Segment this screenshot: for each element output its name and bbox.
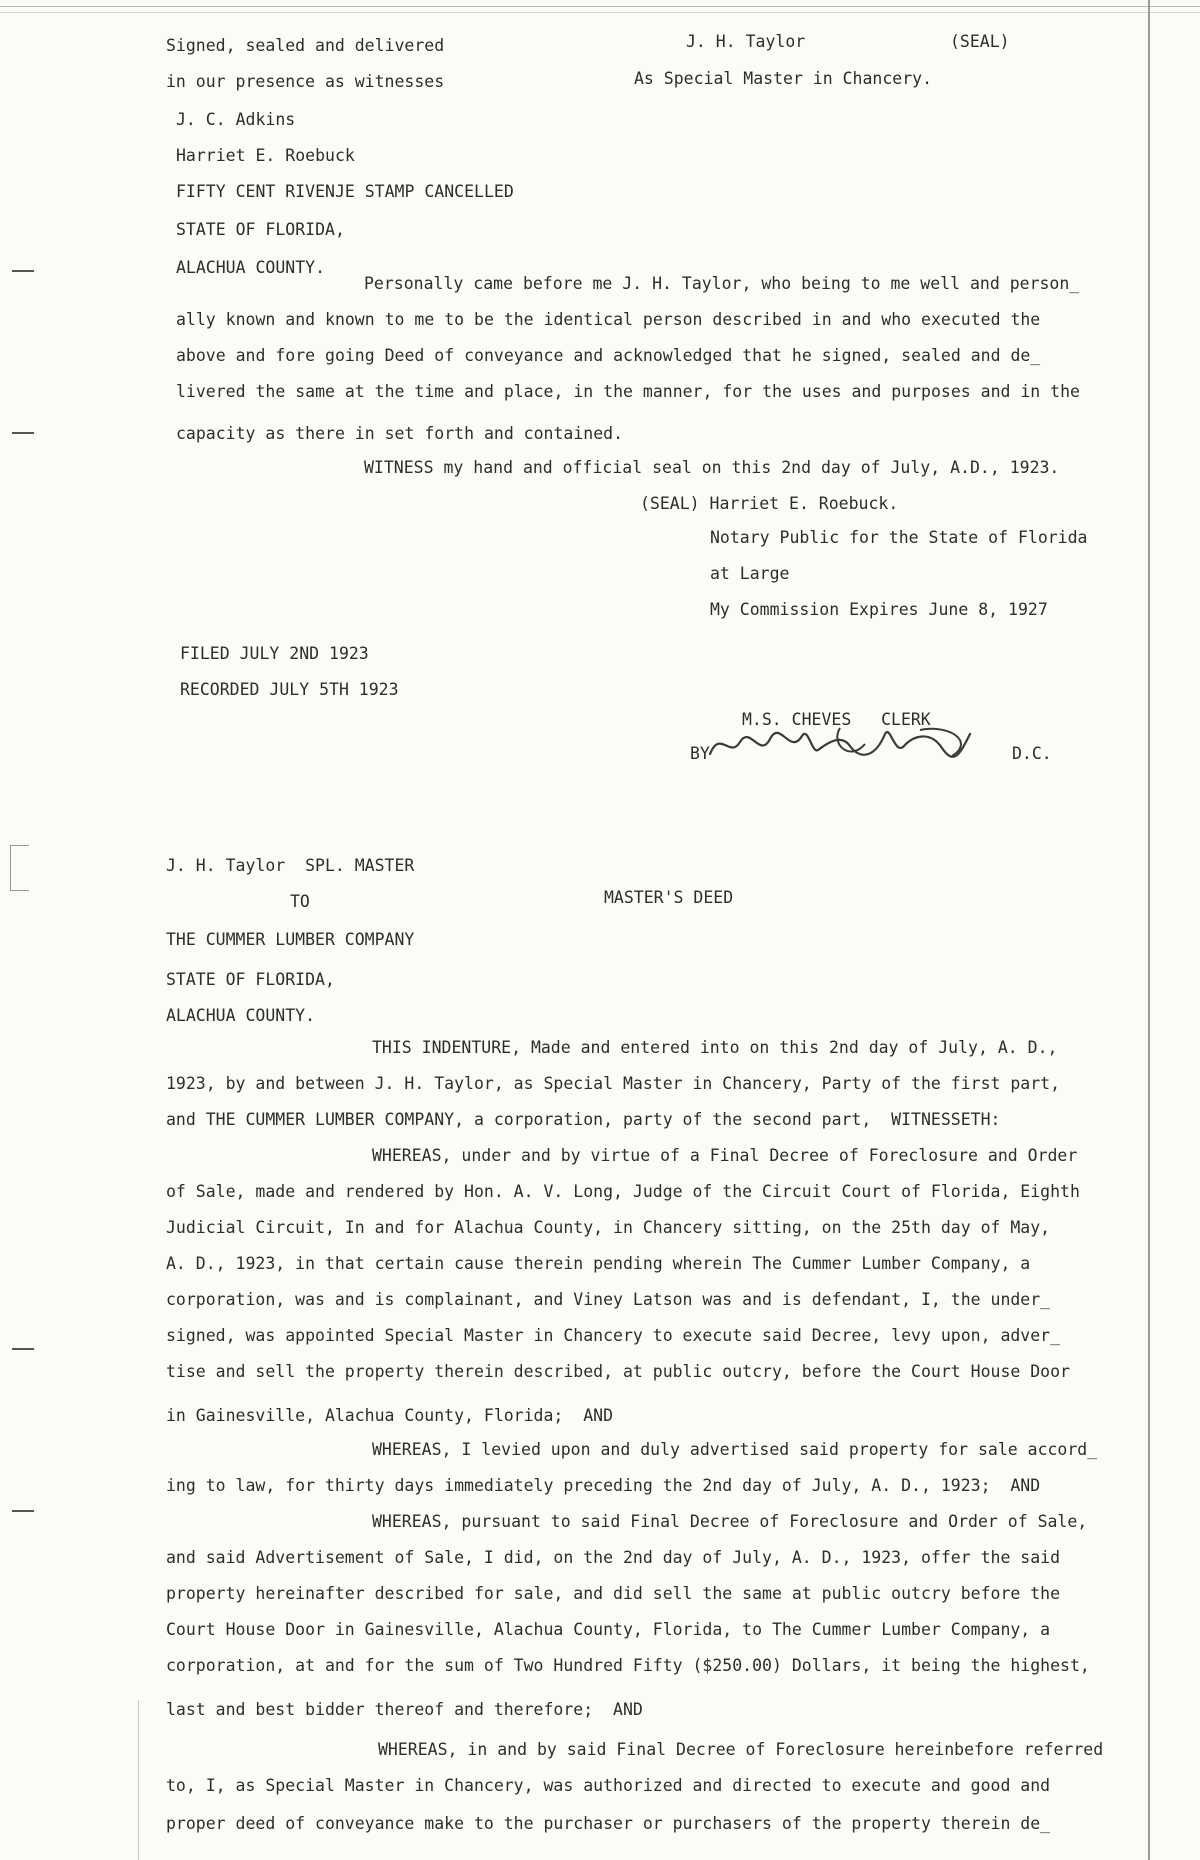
deed-body-line: last and best bidder thereof and therefore; AND: [166, 1700, 643, 1719]
deed-body-line: corporation, at and for the sum of Two Hundred Fifty ($250.00) Dollars, it being the highest,: [166, 1656, 1090, 1675]
deed-grantee: THE CUMMER LUMBER COMPANY: [166, 930, 415, 949]
deed-title: MASTER'S DEED: [604, 888, 734, 907]
stamp-note: FIFTY CENT RIVENJE STAMP CANCELLED: [176, 182, 514, 201]
deed-body-line: ing to law, for thirty days immediately preceding the 2nd day of July, A. D., 1923; AND: [166, 1476, 1041, 1495]
clerk-signature: [690, 724, 980, 764]
filed-date: FILED JULY 2ND 1923: [180, 644, 369, 663]
deed-body-line: proper deed of conveyance make to the purchaser or purchasers of the property therein de_: [166, 1814, 1051, 1833]
deed-body-line: Judicial Circuit, In and for Alachua County, in Chancery sitting, on the 25th day of May,: [166, 1218, 1051, 1237]
witness-2-name: Harriet E. Roebuck: [176, 146, 355, 165]
top-border-line-secondary: [0, 12, 1200, 13]
signer-title: As Special Master in Chancery.: [634, 69, 933, 88]
deed-body-line: property hereinafter described for sale, and did sell the same at public outcry before the: [166, 1584, 1061, 1603]
acknowledgment-line: above and fore going Deed of conveyance and acknowledged that he signed, sealed and de_: [176, 346, 1041, 365]
deed-body-line: to, I, as Special Master in Chancery, was authorized and directed to execute and good and: [166, 1776, 1051, 1795]
margin-bracket-mark: [10, 845, 29, 891]
deed-body-line: A. D., 1923, in that certain cause therein pending wherein The Cummer Lumber Company, a: [166, 1254, 1031, 1273]
notary-seal-name: (SEAL) Harriet E. Roebuck.: [640, 494, 899, 513]
deed-grantor: J. H. Taylor SPL. MASTER: [166, 856, 415, 875]
deed-body-line: THIS INDENTURE, Made and entered into on this 2nd day of July, A. D.,: [372, 1038, 1058, 1057]
signer-name: J. H. Taylor: [686, 32, 806, 51]
deed-body-line: WHEREAS, in and by said Final Decree of Foreclosure hereinbefore referred: [378, 1740, 1104, 1759]
deed-body-line: 1923, by and between J. H. Taylor, as Special Master in Chancery, Party of the first part,: [166, 1074, 1061, 1093]
margin-tick-mark: [12, 1510, 34, 1512]
witness-line-1: Signed, sealed and delivered: [166, 36, 445, 55]
deed-body-line: and THE CUMMER LUMBER COMPANY, a corporation, party of the second part, WITNESSETH:: [166, 1110, 1001, 1129]
deputy-clerk-suffix: D.C.: [1012, 744, 1052, 763]
deed-body-line: WHEREAS, I levied upon and duly advertised said property for sale accord_: [372, 1440, 1098, 1459]
acknowledgment-line: capacity as there in set forth and contained.: [176, 424, 624, 443]
acknowledgment-line: livered the same at the time and place, in the manner, for the uses and purposes and in the: [176, 382, 1080, 401]
deed-body-line: WHEREAS, under and by virtue of a Final Decree of Foreclosure and Order: [372, 1146, 1078, 1165]
deed-body-line: WHEREAS, pursuant to said Final Decree of Foreclosure and Order of Sale,: [372, 1512, 1088, 1531]
acknowledgment-line: ally known and known to me to be the identical person described in and who executed the: [176, 310, 1041, 329]
right-margin-line: [1148, 0, 1150, 1860]
top-border-line: [0, 6, 1200, 7]
deed-state-line: STATE OF FLORIDA,: [166, 970, 335, 989]
county-line: ALACHUA COUNTY.: [176, 258, 326, 277]
deed-body-line: signed, was appointed Special Master in Chancery to execute said Decree, levy upon, adver_: [166, 1326, 1061, 1345]
notary-title: Notary Public for the State of Florida: [710, 528, 1088, 547]
state-line: STATE OF FLORIDA,: [176, 220, 345, 239]
by-prefix: BY: [690, 744, 710, 763]
deed-to: TO: [290, 892, 310, 911]
witness-line-2: in our presence as witnesses: [166, 72, 445, 91]
signer-seal: (SEAL): [950, 32, 1010, 51]
deed-body-line: tise and sell the property therein described, at public outcry, before the Court House Door: [166, 1362, 1070, 1381]
margin-tick-mark: [12, 1348, 34, 1350]
left-margin-line: [138, 1700, 139, 1860]
deed-body-line: Court House Door in Gainesville, Alachua County, Florida, to The Cummer Lumber Company, a: [166, 1620, 1051, 1639]
deed-body-line: and said Advertisement of Sale, I did, on the 2nd day of July, A. D., 1923, offer the said: [166, 1548, 1061, 1567]
commission-expires: My Commission Expires June 8, 1927: [710, 600, 1048, 619]
acknowledgment-witness-line: WITNESS my hand and official seal on this 2nd day of July, A.D., 1923.: [364, 458, 1060, 477]
notary-at-large: at Large: [710, 564, 790, 583]
margin-tick-mark: [12, 432, 34, 434]
deed-body-line: corporation, was and is complainant, and Viney Latson was and is defendant, I, the under_: [166, 1290, 1051, 1309]
clerk-line: M.S. CHEVES CLERK: [742, 710, 931, 729]
recorded-date: RECORDED JULY 5TH 1923: [180, 680, 399, 699]
witness-1-name: J. C. Adkins: [176, 110, 296, 129]
deed-body-line: of Sale, made and rendered by Hon. A. V. Long, Judge of the Circuit Court of Florida, Eighth: [166, 1182, 1080, 1201]
margin-tick-mark: [12, 270, 34, 272]
acknowledgment-line: Personally came before me J. H. Taylor, who being to me well and person_: [364, 274, 1080, 293]
deed-body-line: in Gainesville, Alachua County, Florida; AND: [166, 1406, 614, 1425]
deed-county-line: ALACHUA COUNTY.: [166, 1006, 316, 1025]
